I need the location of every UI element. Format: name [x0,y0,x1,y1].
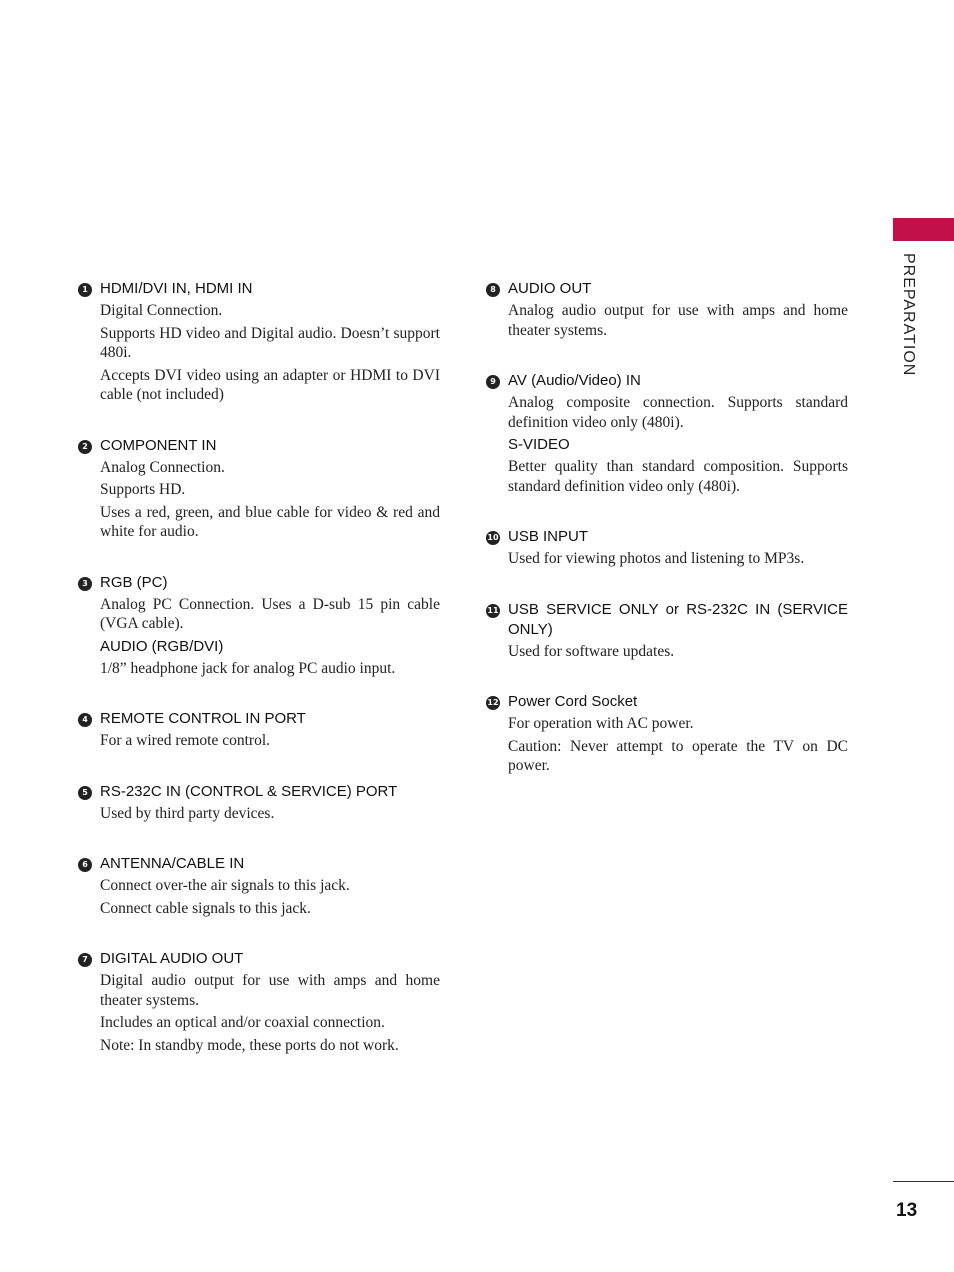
section-tab [893,218,954,241]
item-title: HDMI/DVI IN, HDMI IN [100,280,253,297]
item-text: Supports HD. [100,481,186,498]
item-title: RGB (PC) [100,573,168,591]
item-title: USB SERVICE ONLY or RS-232C IN (SERVICE ONLY) [508,600,848,638]
section-label: PREPARATION [900,253,917,377]
item-number-badge: 3 [78,577,92,591]
item-number-badge: 4 [78,713,92,727]
item-text: For operation with AC power. [508,715,694,732]
item-text: Analog Connection. [100,458,225,476]
item-text: Accepts DVI video using an adapter or HDMI to DVI cable (not included) [100,366,440,403]
page-number: 13 [896,1200,918,1221]
connector-item-power-cord [486,692,848,776]
left-column [78,279,440,1086]
item-title: AUDIO OUT [508,280,592,297]
item-number-badge: 11 [486,604,500,618]
item-text: Digital Connection. [100,302,223,319]
connector-item-usb-service [486,600,848,662]
item-number-badge: 7 [78,953,92,967]
item-title: AV (Audio/Video) IN [508,372,641,389]
item-number-badge: 10 [486,531,500,545]
item-title: RS-232C IN (CONTROL & SERVICE) PORT [100,782,398,800]
connector-item-rgb [78,573,440,679]
item-text: Used for software updates. [508,642,675,660]
item-number-badge: 6 [78,858,92,872]
item-text: Note: In standby mode, these ports do not work. [100,1036,399,1054]
item-subtitle: S-VIDEO [508,436,570,453]
connector-item-av-in [486,371,848,496]
item-title: ANTENNA/CABLE IN [100,855,245,872]
item-number-badge: 2 [78,440,92,454]
item-text: Better quality than standard composition. Supports standard definition video only (480i). [508,458,848,495]
item-text: Used by third party devices. [100,804,275,822]
item-title: Power Cord Socket [508,693,638,710]
connector-item-remote [78,709,440,751]
connector-item-antenna [78,854,440,918]
connector-item-digital-audio [78,949,440,1055]
item-text: Analog PC Connection. Uses a D-sub 15 pin cable (VGA cable). [100,595,440,632]
item-title: DIGITAL AUDIO OUT [100,950,244,967]
item-title: REMOTE CONTROL IN PORT [100,710,306,727]
item-number-badge: 5 [78,786,92,800]
item-text: Connect cable signals to this jack. [100,899,311,917]
item-title: COMPONENT IN [100,436,217,454]
item-text: Uses a red, green, and blue cable for video & red and white for audio. [100,503,440,540]
footer-rule [893,1181,954,1182]
connector-item-component [78,436,440,542]
item-text: Used for viewing photos and listening to MP3s. [508,550,805,567]
item-text: Analog composite connection. Supports standard definition video only (480i). [508,394,848,431]
item-number-badge: 12 [486,696,500,710]
item-text: Digital audio output for use with amps and home theater systems. [100,972,440,1009]
item-text: Supports HD video and Digital audio. Doesn’t support 480i. [100,324,440,361]
item-text: Analog audio output for use with amps and home theater systems. [508,302,848,339]
item-number-badge: 1 [78,283,92,297]
item-text: Caution: Never attempt to operate the TV on DC power. [508,737,848,774]
connector-item-audio-out [486,279,848,340]
item-number-badge: 9 [486,375,500,389]
item-text: Includes an optical and/or coaxial connection. [100,1014,385,1031]
connector-item-rs232c [78,782,440,824]
item-title: USB INPUT [508,528,589,545]
item-text: Connect over-the air signals to this jack. [100,877,350,894]
item-subtitle: AUDIO (RGB/DVI) [100,637,224,655]
item-text: For a wired remote control. [100,732,271,749]
item-text: 1/8” headphone jack for analog PC audio input. [100,659,396,677]
item-number-badge: 8 [486,283,500,297]
connector-item-hdmi [78,279,440,405]
right-column [486,279,848,807]
connector-item-usb-input [486,527,848,569]
